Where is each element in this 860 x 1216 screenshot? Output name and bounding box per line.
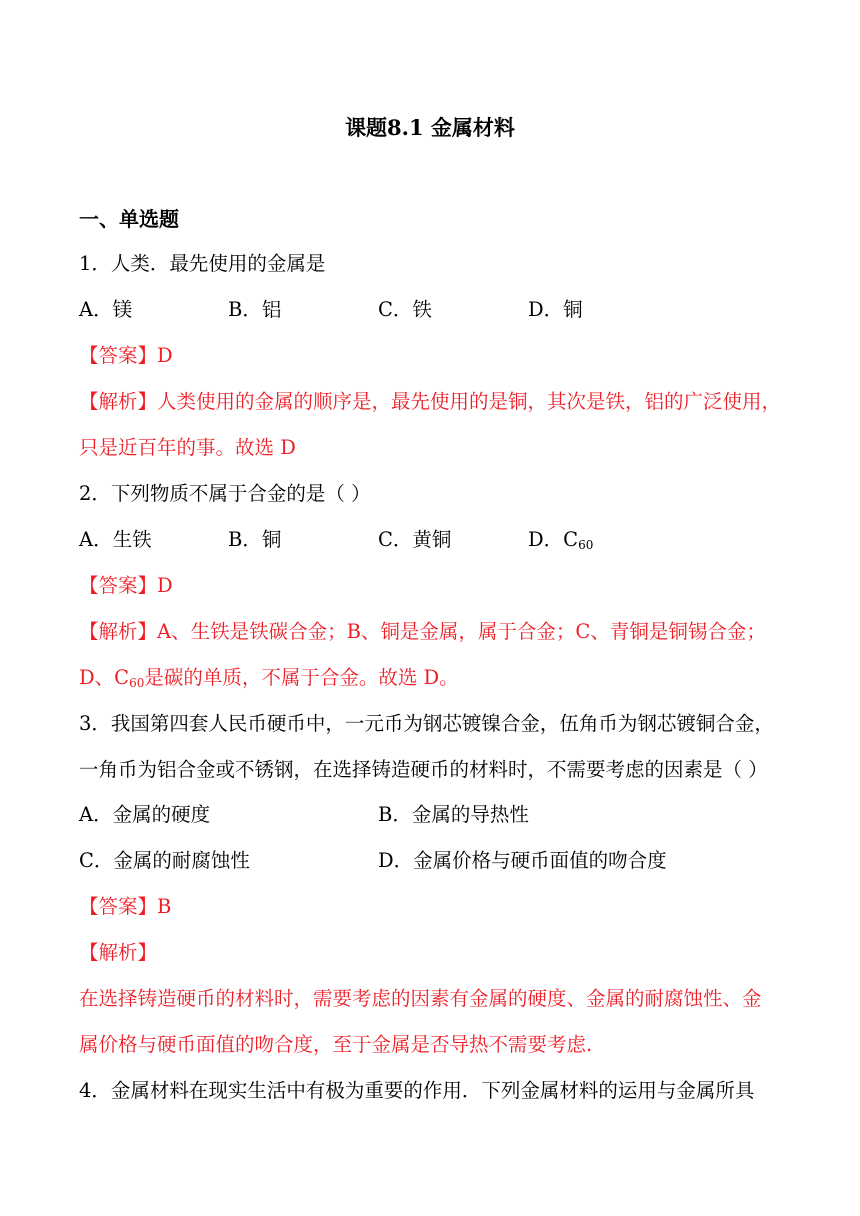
question-3-stem-line1: 3．我国第四套人民币硬币中，一元币为钢芯镀镍合金，伍角币为钢芯镀铜合金，	[79, 712, 774, 735]
q3-analysis-line1: 在选择铸造硬币的材料时，需要考虑的因素有金属的硬度、金属的耐腐蚀性、金	[79, 987, 762, 1010]
q1-answer: 【答案】D	[79, 344, 173, 367]
q2-analysis-line2-b: 是碳的单质，不属于合金。故选 D。	[144, 666, 459, 689]
q2-option-b: B．铜	[228, 528, 282, 551]
q3-option-a: A．金属的硬度	[79, 803, 211, 826]
q2-option-d-subscript: 60	[578, 538, 594, 552]
q3-option-c: C．金属的耐腐蚀性	[79, 849, 250, 872]
q2-analysis-line2	[79, 664, 459, 697]
q3-option-d: D．金属价格与硬币面值的吻合度	[378, 849, 667, 872]
q1-analysis-line1: 【解析】人类使用的金属的顺序是，最先使用的是铜，其次是铁，铝的广泛使用，	[79, 390, 782, 413]
q1-option-c: C．铁	[378, 298, 432, 321]
q2-option-c: C．黄铜	[378, 528, 452, 551]
q3-analysis-label: 【解析】	[79, 941, 158, 964]
q3-analysis-line2: 属价格与硬币面值的吻合度，至于金属是否导热不需要考虑.	[79, 1033, 593, 1056]
q1-analysis-line2: 只是近百年的事。故选 D	[79, 436, 296, 459]
question-2-stem: 2．下列物质不属于合金的是（ ）	[79, 482, 371, 505]
q1-option-b: B．铝	[228, 298, 282, 321]
question-3-stem-line2: 一角币为铝合金或不锈钢，在选择铸造硬币的材料时，不需要考虑的因素是（ ）	[79, 758, 768, 781]
question-1-stem: 1．人类．最先使用的金属是	[79, 252, 326, 275]
question-4-stem-line1: 4．金属材料在现实生活中有极为重要的作用．下列金属材料的运用与金属所具	[79, 1079, 755, 1102]
q2-option-d-text: D．C	[528, 528, 579, 551]
q2-option-d	[528, 526, 593, 559]
q3-answer: 【答案】B	[79, 895, 172, 918]
q1-option-d: D．铜	[528, 298, 583, 321]
q2-analysis-line1: 【解析】A、生铁是铁碳合金；B、铜是金属，属于合金；C、青铜是铜锡合金；	[79, 620, 766, 643]
q2-option-a: A．生铁	[79, 528, 152, 551]
q3-option-b: B．金属的导热性	[378, 803, 529, 826]
q2-analysis-line2-subscript: 60	[129, 676, 145, 690]
q2-analysis-line2-a: D、C	[79, 666, 130, 689]
q1-option-a: A．镁	[79, 298, 133, 321]
page-title: 课题8.1 金属材料	[345, 115, 515, 140]
q2-answer: 【答案】D	[79, 574, 173, 597]
section-heading: 一、单选题	[79, 207, 179, 231]
